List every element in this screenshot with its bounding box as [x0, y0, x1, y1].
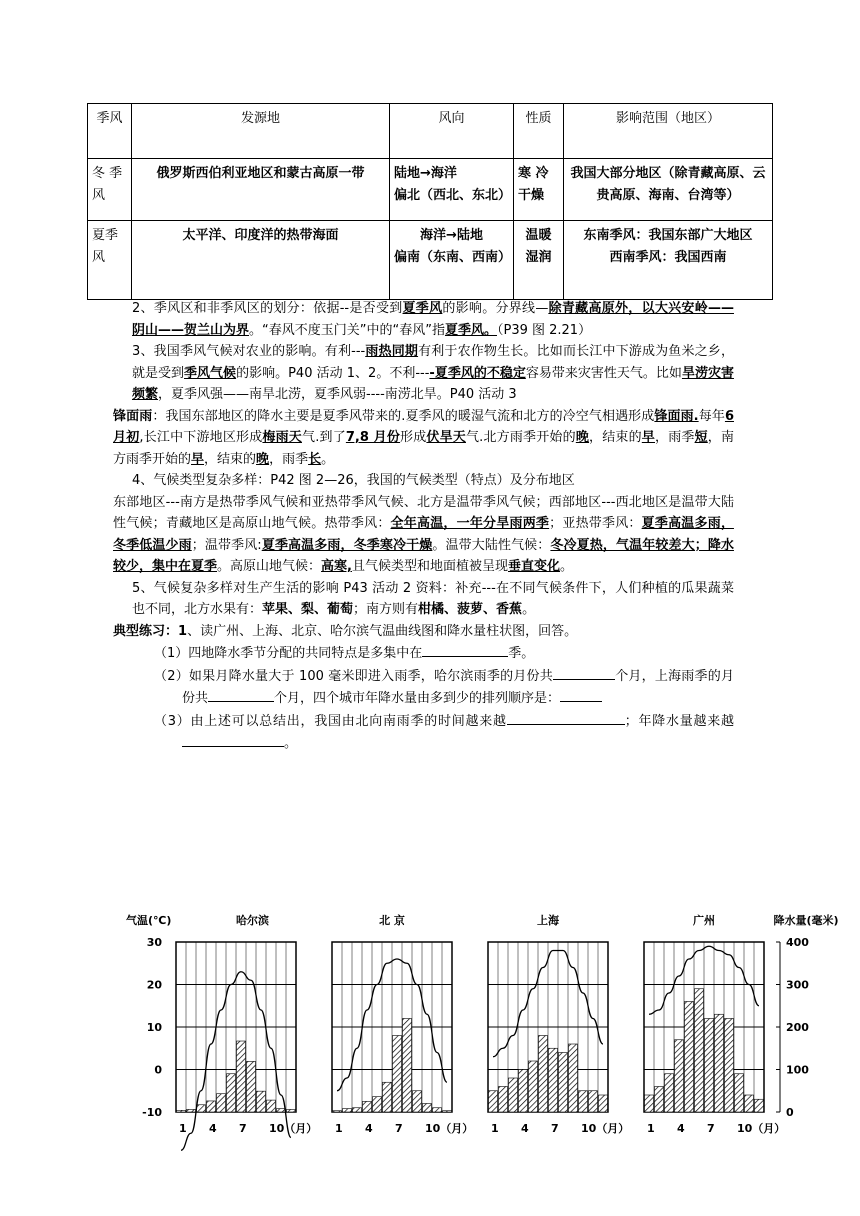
- key-term: 高寒,: [321, 559, 352, 574]
- nature-line: 温暖: [525, 228, 552, 243]
- answer-blank[interactable]: [422, 642, 508, 657]
- precipitation-bar: [227, 1074, 236, 1112]
- answer-blank[interactable]: [208, 687, 274, 702]
- table-cell-direction: [390, 221, 514, 300]
- text: 季。: [508, 646, 535, 661]
- key-term: 雨热同期: [365, 344, 419, 359]
- text: ；亚热带季风：: [549, 516, 642, 531]
- text: 且气候类型和地面植被呈现: [351, 559, 508, 574]
- key-term: 早: [641, 430, 655, 445]
- question-1: [132, 642, 734, 665]
- answer-blank[interactable]: [553, 665, 615, 680]
- table-cell-nature: [514, 159, 564, 221]
- month-tick-label: 1: [179, 1122, 187, 1135]
- text: ：我国东部地区的降水主要是夏季风带来的.夏季风的暖湿气流和北方的冷空气相遇形成: [152, 408, 655, 424]
- precipitation-bar: [675, 1040, 684, 1112]
- paragraph-frontal-rain: [113, 406, 734, 471]
- city-name: 哈尔滨: [236, 914, 269, 927]
- precipitation-tick-label: 300: [786, 978, 809, 992]
- key-term: 旱涝灾害频繁: [132, 365, 734, 402]
- table-header-row: [88, 104, 773, 159]
- table-cell-range: [564, 221, 773, 300]
- precipitation-bar: [423, 1104, 432, 1113]
- precipitation-bar: [695, 989, 704, 1112]
- section-heading: 典型练习：: [113, 623, 179, 639]
- paragraph-monsoon-zone: [132, 298, 734, 341]
- direction-line: 海洋→陆地: [420, 228, 483, 243]
- text: 个月，四个城市年降水量由多到少的排列顺序是：: [274, 691, 561, 706]
- key-term: 柑橘、菠萝、香蕉: [418, 602, 523, 617]
- table-cell-source: 俄罗斯西伯利亚地区和蒙古高原一带: [132, 159, 390, 221]
- precipitation-bar: [529, 1061, 538, 1112]
- precipitation-tick-label: 0: [786, 1106, 794, 1119]
- precipitation-tick-label: 200: [786, 1021, 809, 1034]
- city-name: 广州: [693, 914, 715, 927]
- month-tick-label: 4: [365, 1122, 373, 1135]
- precipitation-bar: [665, 1074, 674, 1112]
- key-term: 夏季风。: [444, 322, 497, 338]
- temperature-tick-label: 10: [146, 1021, 162, 1034]
- city-name: 北 京: [379, 914, 405, 927]
- key-term: 早: [191, 451, 205, 467]
- precipitation-bar: [509, 1078, 518, 1112]
- text: 。高原山地气候：: [217, 559, 322, 574]
- month-tick-label: 7: [395, 1122, 403, 1135]
- section-heading: 锋面雨: [113, 408, 153, 424]
- text: ，南方雨季开始的: [113, 430, 734, 467]
- paragraph-climate-types: [113, 492, 734, 578]
- precipitation-bar: [715, 1014, 724, 1112]
- text: 形成: [400, 430, 427, 445]
- month-tick-label: 4: [677, 1122, 685, 1135]
- precipitation-bar: [403, 1019, 412, 1113]
- text: ，夏季风强——南旱北涝，夏季风弱----南涝北旱。P40 活动 3: [158, 387, 517, 402]
- practice-heading: [113, 621, 734, 643]
- table-header: 性质: [514, 104, 564, 159]
- precipitation-bar: [333, 1111, 342, 1112]
- table-cell-source: 太平洋、印度洋的热带海面: [132, 221, 390, 300]
- text: 、读广州、上海、北京、哈尔滨气温曲线图和降水量柱状图，回答。: [187, 623, 578, 639]
- precipitation-bar: [247, 1061, 256, 1112]
- text: 。: [522, 602, 536, 617]
- key-term: 夏季高温多雨，冬季寒冷干燥: [261, 537, 433, 553]
- month-tick-label: 10（月）: [737, 1122, 786, 1135]
- paragraph-climate-types-title: 4、气候类型复杂多样：P42 图 2—26，我国的气候类型（特点）及分布地区: [132, 473, 575, 488]
- text: 2、季风区和非季风区的划分：依据--是否受到: [132, 301, 403, 316]
- text: 每年: [698, 408, 725, 424]
- table-header: 季风: [88, 104, 132, 159]
- precipitation-bar: [177, 1110, 186, 1112]
- precipitation-bar: [413, 1091, 422, 1112]
- answer-blank[interactable]: [182, 732, 284, 747]
- precipitation-bar: [559, 1053, 568, 1113]
- precipitation-tick-label: 100: [786, 1063, 809, 1077]
- precipitation-bar: [519, 1070, 528, 1113]
- paragraph-production-life: [132, 578, 734, 621]
- table-cell-name: 夏季风: [88, 221, 132, 300]
- precipitation-bar: [207, 1101, 216, 1112]
- table-cell-nature: [514, 221, 564, 300]
- month-tick-label: 4: [209, 1122, 217, 1135]
- text: 3、我国季风气候对农业的影响。有利---: [132, 344, 366, 359]
- precipitation-bar: [745, 1095, 754, 1112]
- text: 。温带大陆性气候：: [432, 537, 551, 553]
- key-term: 夏季高温多雨，冬季低温少雨: [113, 516, 734, 553]
- key-term: 全年高温，一年分旱雨两季: [390, 516, 550, 531]
- precipitation-bar: [287, 1109, 296, 1112]
- temperature-tick-label: 0: [154, 1063, 162, 1077]
- question-2: [132, 665, 734, 710]
- temperature-tick-label: 20: [146, 978, 162, 992]
- precipitation-bar: [343, 1109, 352, 1112]
- text: 。: [560, 559, 574, 574]
- table-header: 影响范围（地区）: [564, 104, 773, 159]
- text: （2）如果月降水量大于 100 毫米即进入雨季，哈尔滨雨季的月份共: [154, 668, 553, 684]
- text: 。: [284, 736, 298, 751]
- key-term: 晚: [575, 430, 590, 445]
- precipitation-bar: [277, 1109, 286, 1112]
- precipitation-bar: [645, 1095, 654, 1112]
- precipitation-axis-label: 降水量(毫米): [773, 914, 839, 927]
- precipitation-bar: [393, 1036, 402, 1113]
- temperature-axis-label: 气温(℃): [126, 914, 172, 927]
- text: 。“春风不度玉门关”中的“春风”指: [249, 322, 445, 338]
- precipitation-bar: [589, 1091, 598, 1112]
- direction-line: 偏北（西北、东北）: [394, 188, 512, 203]
- text: 5、气候复杂多样对生产生活的影响 P43 活动 2 资料：补充---在不同气候条件下，人们种植的瓜果蔬菜也不同，北方水果有：: [132, 580, 734, 617]
- text: （1）四地降水季节分配的共同特点是多集中在: [154, 646, 423, 661]
- month-tick-label: 10（月）: [269, 1122, 318, 1135]
- precipitation-bar: [655, 1087, 664, 1113]
- month-tick-label: 1: [647, 1122, 655, 1135]
- key-term: 冬冷夏热，气温年较差大；降水较少，集中在夏季: [113, 537, 734, 574]
- month-tick-label: 10（月）: [581, 1122, 630, 1135]
- key-term: -夏季风的不稳定: [429, 365, 526, 381]
- table-row: [88, 221, 773, 300]
- precipitation-bar: [489, 1091, 498, 1112]
- precipitation-tick-label: 400: [786, 936, 809, 949]
- text: 容易带来灾害性天气。比如: [525, 365, 682, 381]
- text: ，结束的: [204, 451, 257, 467]
- paragraph-agriculture: [132, 341, 734, 406]
- month-tick-label: 1: [335, 1122, 343, 1135]
- key-term: 除青藏高原外，以大兴安岭——阴山——贺兰山为界: [132, 301, 734, 338]
- precipitation-bar: [735, 1074, 744, 1112]
- key-term: 伏旱天: [426, 430, 466, 445]
- table-row: [88, 159, 773, 221]
- key-term: 苹果、梨、葡萄: [262, 602, 354, 617]
- key-term: 季风气候: [184, 365, 237, 381]
- precipitation-bar: [725, 1019, 734, 1113]
- direction-line: 陆地→海洋: [394, 166, 457, 181]
- text: 的影响。分界线—: [442, 301, 549, 316]
- key-term: 晚: [256, 451, 270, 467]
- nature-line: 湿润: [525, 250, 552, 265]
- text: ，结束的: [589, 430, 642, 445]
- precipitation-bar: [257, 1091, 266, 1112]
- temperature-tick-label: 30: [146, 936, 162, 949]
- temperature-tick-label: -10: [142, 1106, 162, 1119]
- precipitation-bar: [237, 1041, 246, 1112]
- key-term: 垂直变化: [508, 559, 561, 574]
- city-name: 上海: [537, 914, 559, 927]
- text: 的影响。P40 活动 1、2。不利---: [236, 365, 430, 381]
- key-term: 梅雨天: [262, 430, 302, 445]
- key-term: 7,8 月份: [345, 430, 401, 445]
- precipitation-bar: [187, 1109, 196, 1112]
- month-tick-label: 1: [491, 1122, 499, 1135]
- key-term: 夏季风: [402, 301, 443, 316]
- question-number: 1: [178, 623, 188, 639]
- text: 有利于农作物生长。比如而长江中下游成为鱼米之乡，就是受到: [132, 344, 734, 381]
- precipitation-bar: [373, 1097, 382, 1112]
- precipitation-bar: [569, 1044, 578, 1112]
- answer-blank[interactable]: [560, 687, 602, 702]
- direction-line: 偏南（东南、西南）: [394, 250, 512, 265]
- notes-body: [113, 298, 734, 755]
- text: 气.北方雨季开始的: [465, 430, 576, 445]
- text: ，雨季: [655, 430, 695, 445]
- range-line: 西南季风：我国西南: [609, 250, 727, 265]
- month-tick-label: 10（月）: [425, 1122, 474, 1135]
- question-3: [132, 710, 734, 755]
- precipitation-bar: [539, 1036, 548, 1113]
- monsoon-table: [87, 103, 773, 300]
- precipitation-bar: [599, 1095, 608, 1112]
- precipitation-bar: [353, 1108, 362, 1112]
- table-header: 发源地: [132, 104, 390, 159]
- text: ；南方则有: [353, 602, 419, 617]
- precipitation-bar: [383, 1082, 392, 1112]
- precipitation-bar: [267, 1100, 276, 1112]
- table-cell-name: 冬 季 风: [88, 159, 132, 221]
- precipitation-bar: [579, 1091, 588, 1112]
- text: ；温带季风:: [191, 537, 262, 553]
- precipitation-bar: [363, 1101, 372, 1112]
- precipitation-bar: [549, 1048, 558, 1112]
- precipitation-bar: [217, 1094, 226, 1112]
- text: 东部地区---南方是热带季风气候和亚热带季风气候、北方是温带季风气候；西部地区---西北地区是温带大陆性气候；青藏地区是高原山地气候。热带季风：: [113, 494, 734, 531]
- precipitation-bar: [755, 1099, 764, 1112]
- precipitation-bar: [685, 1002, 694, 1113]
- month-tick-label: 7: [707, 1122, 715, 1135]
- key-term: 6 月初: [113, 408, 734, 445]
- precipitation-bar: [433, 1108, 442, 1112]
- month-tick-label: 7: [551, 1122, 559, 1135]
- text: 。: [321, 451, 335, 467]
- text: （3）由上述可以总结出，我国由北向南雨季的时间越来越: [154, 713, 507, 729]
- key-term: 短: [694, 430, 708, 445]
- text: 个月，上海雨季的月份共: [182, 668, 734, 706]
- precipitation-bar: [197, 1105, 206, 1112]
- text: （P39 图 2.21）: [496, 322, 592, 338]
- key-term: 锋面雨.: [654, 408, 699, 424]
- key-term: 长: [308, 451, 322, 467]
- precipitation-bar: [705, 1019, 714, 1113]
- text: 气.到了: [302, 430, 346, 445]
- nature-line: 干燥: [518, 188, 545, 203]
- nature-line: 寒 冷: [518, 166, 549, 181]
- climate-charts: [126, 900, 839, 1140]
- text: ,长江中下游地区形成: [139, 430, 263, 445]
- precipitation-bar: [443, 1111, 452, 1112]
- table-cell-range: 我国大部分地区（除青藏高原、云贵高原、海南、台湾等）: [564, 159, 773, 221]
- precipitation-bar: [499, 1087, 508, 1113]
- text: ，雨季: [269, 451, 309, 467]
- table-header: 风向: [390, 104, 514, 159]
- text: ；年降水量越来越: [624, 713, 734, 729]
- month-tick-label: 7: [239, 1122, 247, 1135]
- range-line: 东南季风：我国东部广大地区: [583, 228, 753, 243]
- month-tick-label: 4: [521, 1122, 529, 1135]
- answer-blank[interactable]: [507, 710, 625, 725]
- table-cell-direction: [390, 159, 514, 221]
